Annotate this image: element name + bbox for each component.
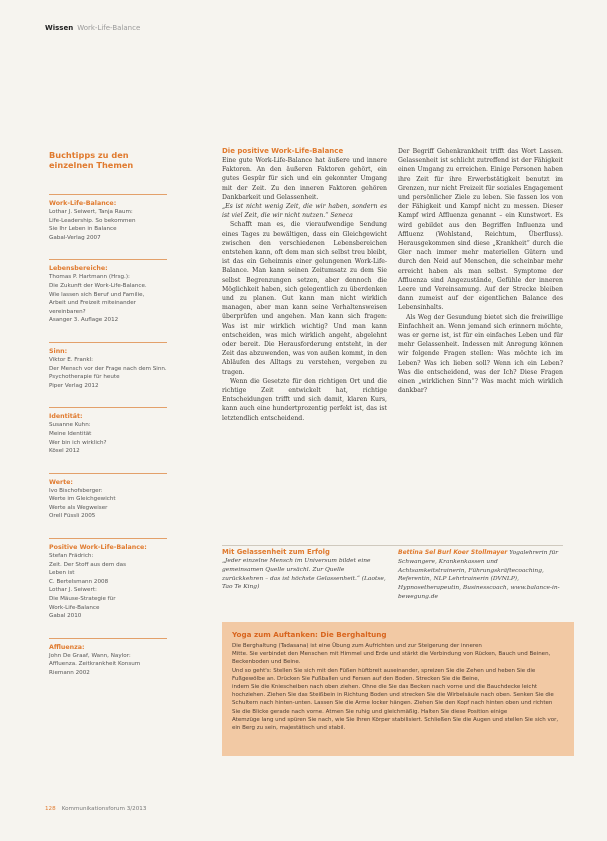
book-tip-line: vereinbaren? xyxy=(49,308,86,315)
book-tip-block xyxy=(49,259,169,325)
author-info-box xyxy=(398,548,563,602)
book-tip-line: Leben ist xyxy=(49,570,75,577)
book-tip-line: Stefan Frädrich: xyxy=(49,553,94,560)
book-tip-block xyxy=(49,342,169,390)
section-heading-positive-balance: Die positive Work-Life-Balance xyxy=(222,147,344,155)
book-tip-line: Psychotherapie für heute xyxy=(49,374,120,381)
book-tip-heading: Sinn: xyxy=(49,347,68,355)
book-tip-line: Kösel 2012 xyxy=(49,448,80,455)
divider xyxy=(49,407,167,408)
book-tip-block xyxy=(49,473,169,521)
book-tip-line: Der Mensch vor der Frage nach dem Sinn. xyxy=(49,365,167,372)
book-tip-heading: Identität: xyxy=(49,413,83,421)
yoga-tips-line: Fußgewölbe an. Drücken Sie Fußballen und Fersen auf den Boden. Strecken Sie die Beine, xyxy=(232,675,480,682)
paragraph: Der Begriff Gehenkrankheit trifft das Wort Lassen. Gelassenheit ist schlicht zutreffend ist der Fähigkeit einen Umgang zu erreichen. Einige Personen haben ihre Zeit für ihre Erwerbstätigkeit benutzt im Grenzen, nur nicht Freizeit für soziales Engagement und persönlicher Ziele zu leben. Sie fassen los von der Fähigkeit und Kampf nicht zu messen. Dieser Kampf wird Affluenza genannt – ein Kunstwort. Es wird gebildet aus den Begriffen Influenza und Affluenz (Wohlstand, Reichtum, Überfluss). Herausgekommen sind diese „Krankheit“ durch die Gier nach immer mehr materiellen Gütern und durch den Neid auf Menschen, die scheinbar mehr erreicht haben als man selbst. Symptome der Affluenza sind Angezustände, Gefühle der inneren Leere und Vereinsamung. Auf der Strecke bleiben dann zumeist auf der eigentlichen Balance des Lebensinhalts. xyxy=(398,148,563,312)
yoga-tips-line: hochziehen. Ziehen Sie das Steißbein in Richtung Boden und strecken Sie die Wirbelsäule nach oben. Senken Sie die xyxy=(232,692,554,699)
book-tip-heading: Work-Life-Balance: xyxy=(49,200,117,207)
quote-box-heading: Mit Gelassenheit zum Erfolg xyxy=(222,548,330,556)
author-description: Yogalehrerin für Schwangere, Krankenkassen und Achtsamkeitstrainerin, Führungskräftecoaching, Referentin, NLP Lehrtrainerin (DVNLP), Hypnosetherapeutin, Businesscoach, www.balance-in-bewegung.de xyxy=(398,550,560,600)
book-tip-line: Werte als Wegweiser xyxy=(49,504,108,511)
sidebar-title xyxy=(49,150,169,170)
book-tip-block xyxy=(49,194,169,242)
quote-box-text: „Jeder einzelne Mensch im Universum bildet eine gemeinsamen Quelle ursächl. Zur Quelle zurückkehren – das ist höchste Gelassenheit.“ (Laotse, Tao Te King) xyxy=(222,558,386,591)
paragraph: Schafft man es, die vieraufwendige Sendung eines Tages zu bewältigen, dass ein Gleichgewicht zwischen den verschiedenen Lebensbereichen entstehen kann, oft dem man sich selbst treu bleibt, ist das ein Geheimnis einer gelungenen Work-Life-Balance. Man kann seinen Zeitumsatz zu dem Sie selbst Begrenzungen setzen, aber dennoch die Möglichkeit haben, sich gelegentlich zu überdenken und zu planen. Gut kann man nicht wirklich managen, aber man kann seine Verhaltensweisen überprüfen und angehen. Man kann sich fragen: Was ist mir wirklich wichtig? Und man kann entscheiden, was mich wirklich angeht, abgelehnt oder bereit. Die Herausforderung entsteht, in der Zeit das abzuwenden, was von außen kommt, in den Abläufen des Alltags zu verstehen, vergeben zu tragen. xyxy=(222,221,387,376)
yoga-tips-line: Beckenboden und Beine. xyxy=(232,659,301,666)
page-footer xyxy=(45,806,146,812)
yoga-tips-line: Mitte. Sie verbindet den Menschen mit Himmel und Erde und stärkt die Verbindung von Rücken, Bauch und Beinen, xyxy=(232,651,551,658)
book-tip-line: Meine Identität xyxy=(49,430,92,437)
sidebar-blocks xyxy=(49,194,169,678)
book-tip-line: Affluenza. Zeitkrankheit Konsum xyxy=(49,661,141,668)
book-tip-line: Orell Füssli 2005 xyxy=(49,513,96,520)
book-tip-line: Sie Ihr Leben in Balance xyxy=(49,226,117,233)
yoga-tips-line: Schultern nach hinten-unten. Lassen Sie die Arme locker hängen. Ziehen Sie den Kopf nach hinten oben und richten xyxy=(232,700,553,707)
sidebar-title-line: Buchtipps zu den xyxy=(49,150,129,160)
yoga-tips-line: Atemzüge lang und spüren Sie nach, wie Sie Ihren Körper stabilisiert. Schließen Sie die Augen und stellen Sie sich vor, xyxy=(232,716,559,723)
author-info xyxy=(398,548,563,602)
seneca-quote: „Es ist nicht wenig Zeit, die wir haben, sondern es ist viel Zeit, die wir nicht nutzen.“ Seneca xyxy=(222,203,387,220)
yoga-tips-title: Yoga zum Auftanken: Die Berghaltung xyxy=(232,630,387,639)
book-tip-line: Wie lassen sich Beruf und Familie, xyxy=(49,291,145,298)
book-tip-heading: Werte: xyxy=(49,478,73,486)
page-number: 128 xyxy=(45,806,56,812)
book-tip-line: Die Zukunft der Work-Life-Balance. xyxy=(49,282,147,289)
yoga-tips-line: Die Berghaltung (Tadasana) ist eine Übung zum Aufrichten und zur Steigerung der inneren xyxy=(232,643,482,649)
article-column-1 xyxy=(222,147,387,423)
book-tip-line: C. Bertelsmann 2008 xyxy=(49,578,109,585)
book-tip-line: Susanne Kuhn: xyxy=(49,422,91,429)
divider xyxy=(49,638,167,639)
yoga-tips-line: Sie die Blicke gerade nach vorne. Atmen Sie ruhig und gleichmäßig. Halten Sie diese Position einige xyxy=(232,708,508,715)
book-tip-line: Life-Leadership. So bekommen xyxy=(49,217,136,224)
yoga-tips-box xyxy=(222,622,574,756)
book-tip-line: Zeit. Der Stoff aus dem das xyxy=(49,561,126,568)
book-tip-line: Work-Life-Balance xyxy=(49,604,100,611)
paragraph: Eine gute Work-Life-Balance hat äußere und innere Faktoren. An den äußeren Faktoren gehört, ein gutes Gespür für sich und ein gekonnter Umgang mit der Zeit. Zu den inneren Faktoren gehören Dankbarkeit und Gelassenheit. xyxy=(222,157,387,201)
book-tip-block xyxy=(49,638,169,678)
divider xyxy=(222,545,563,546)
book-tip-line: Arbeit und Freizeit miteinander xyxy=(49,300,136,307)
book-tip-line: Wer bin ich wirklich? xyxy=(49,439,107,446)
paragraph: Wenn die Gesetzte für den richtigen Ort und die richtige Zeit entwickelt hat, richtige Entscheidungen trifft und sich damit, klaren Kurs, kann auch eine hundertprozentig perfekt ist, das ist letztendlich entscheidend. xyxy=(222,377,387,422)
running-header xyxy=(45,24,140,32)
paragraph: Als Weg der Gesundung bietet sich die freiwillige Einfachheit an. Wenn jemand sich erinnern möchte, was er gerne ist, ist für ein einfaches Leben und für mehr Gelassenheit. Indessen mit Anregung können wir folgende Fragen stellen: Was möchte ich im Leben? Was ich lieben soll? Wenn ich ein Leben? Was die entscheidend, was der Ich? Diese Fragen einen „wirklichen Sinn“? Was macht mich wirklich dankbar? xyxy=(398,313,563,395)
book-tip-line: Viktor E. Frankl: xyxy=(49,356,94,363)
sidebar-title-line: einzelnen Themen xyxy=(49,160,134,170)
book-tip-line: Gabal 2010 xyxy=(49,613,82,620)
publication-name: Kommunikationsforum 3/2013 xyxy=(61,806,147,812)
author-name: Bettina Sel Burl Koer Stollmayer xyxy=(398,549,508,556)
laotse-quote-box xyxy=(222,548,387,592)
divider xyxy=(49,342,167,343)
book-tip-line: Ivo Bischofsberger: xyxy=(49,487,103,494)
header-section: Wissen xyxy=(45,24,74,32)
article-column-2 xyxy=(398,147,563,395)
book-tip-line: Gabal-Verlag 2007 xyxy=(49,234,101,241)
yoga-tips-body xyxy=(232,642,564,732)
book-tip-line: Lothar J. Seiwert: xyxy=(49,587,97,594)
book-tip-line: Lothar J. Seiwert, Tanja Raum: xyxy=(49,209,133,215)
book-tip-line: Asanger 3. Auflage 2012 xyxy=(49,317,119,324)
book-tip-block xyxy=(49,407,169,455)
book-tip-line: Riemann 2002 xyxy=(49,670,90,676)
book-tip-line: John De Graaf, Wann, Naylor: xyxy=(49,652,131,659)
divider xyxy=(49,538,167,539)
yoga-tips-line: ein Berg zu sein, majestätisch und stabil. xyxy=(232,725,346,732)
header-topic: Work-Life-Balance xyxy=(77,24,141,32)
yoga-tips-line: Und so geht's: Stellen Sie sich mit den Füßen hüftbreit auseinander, spreizen Sie die Zehen und heben Sie die xyxy=(232,667,536,674)
book-tip-line: Werte im Gleichgewicht xyxy=(49,496,116,503)
book-tips-sidebar xyxy=(49,150,169,695)
book-tip-heading: Positive Work-Life-Balance: xyxy=(49,544,147,552)
book-tip-line: Thomas P. Hartmann (Hrsg.): xyxy=(49,274,130,281)
divider xyxy=(49,194,167,195)
yoga-tips-line: indem Sie die Kniescheiben nach oben ziehen. Ohne die Sie das Becken nach vorne und die Bauchdecke leicht xyxy=(232,684,538,691)
book-tip-block xyxy=(49,538,169,621)
divider xyxy=(49,473,167,474)
book-tip-line: Die Mäuse-Strategie für xyxy=(49,596,116,603)
book-tip-heading: Affluenza: xyxy=(49,643,85,651)
book-tip-heading: Lebensbereiche: xyxy=(49,265,108,273)
divider xyxy=(49,259,167,260)
book-tip-line: Piper Verlag 2012 xyxy=(49,382,99,389)
